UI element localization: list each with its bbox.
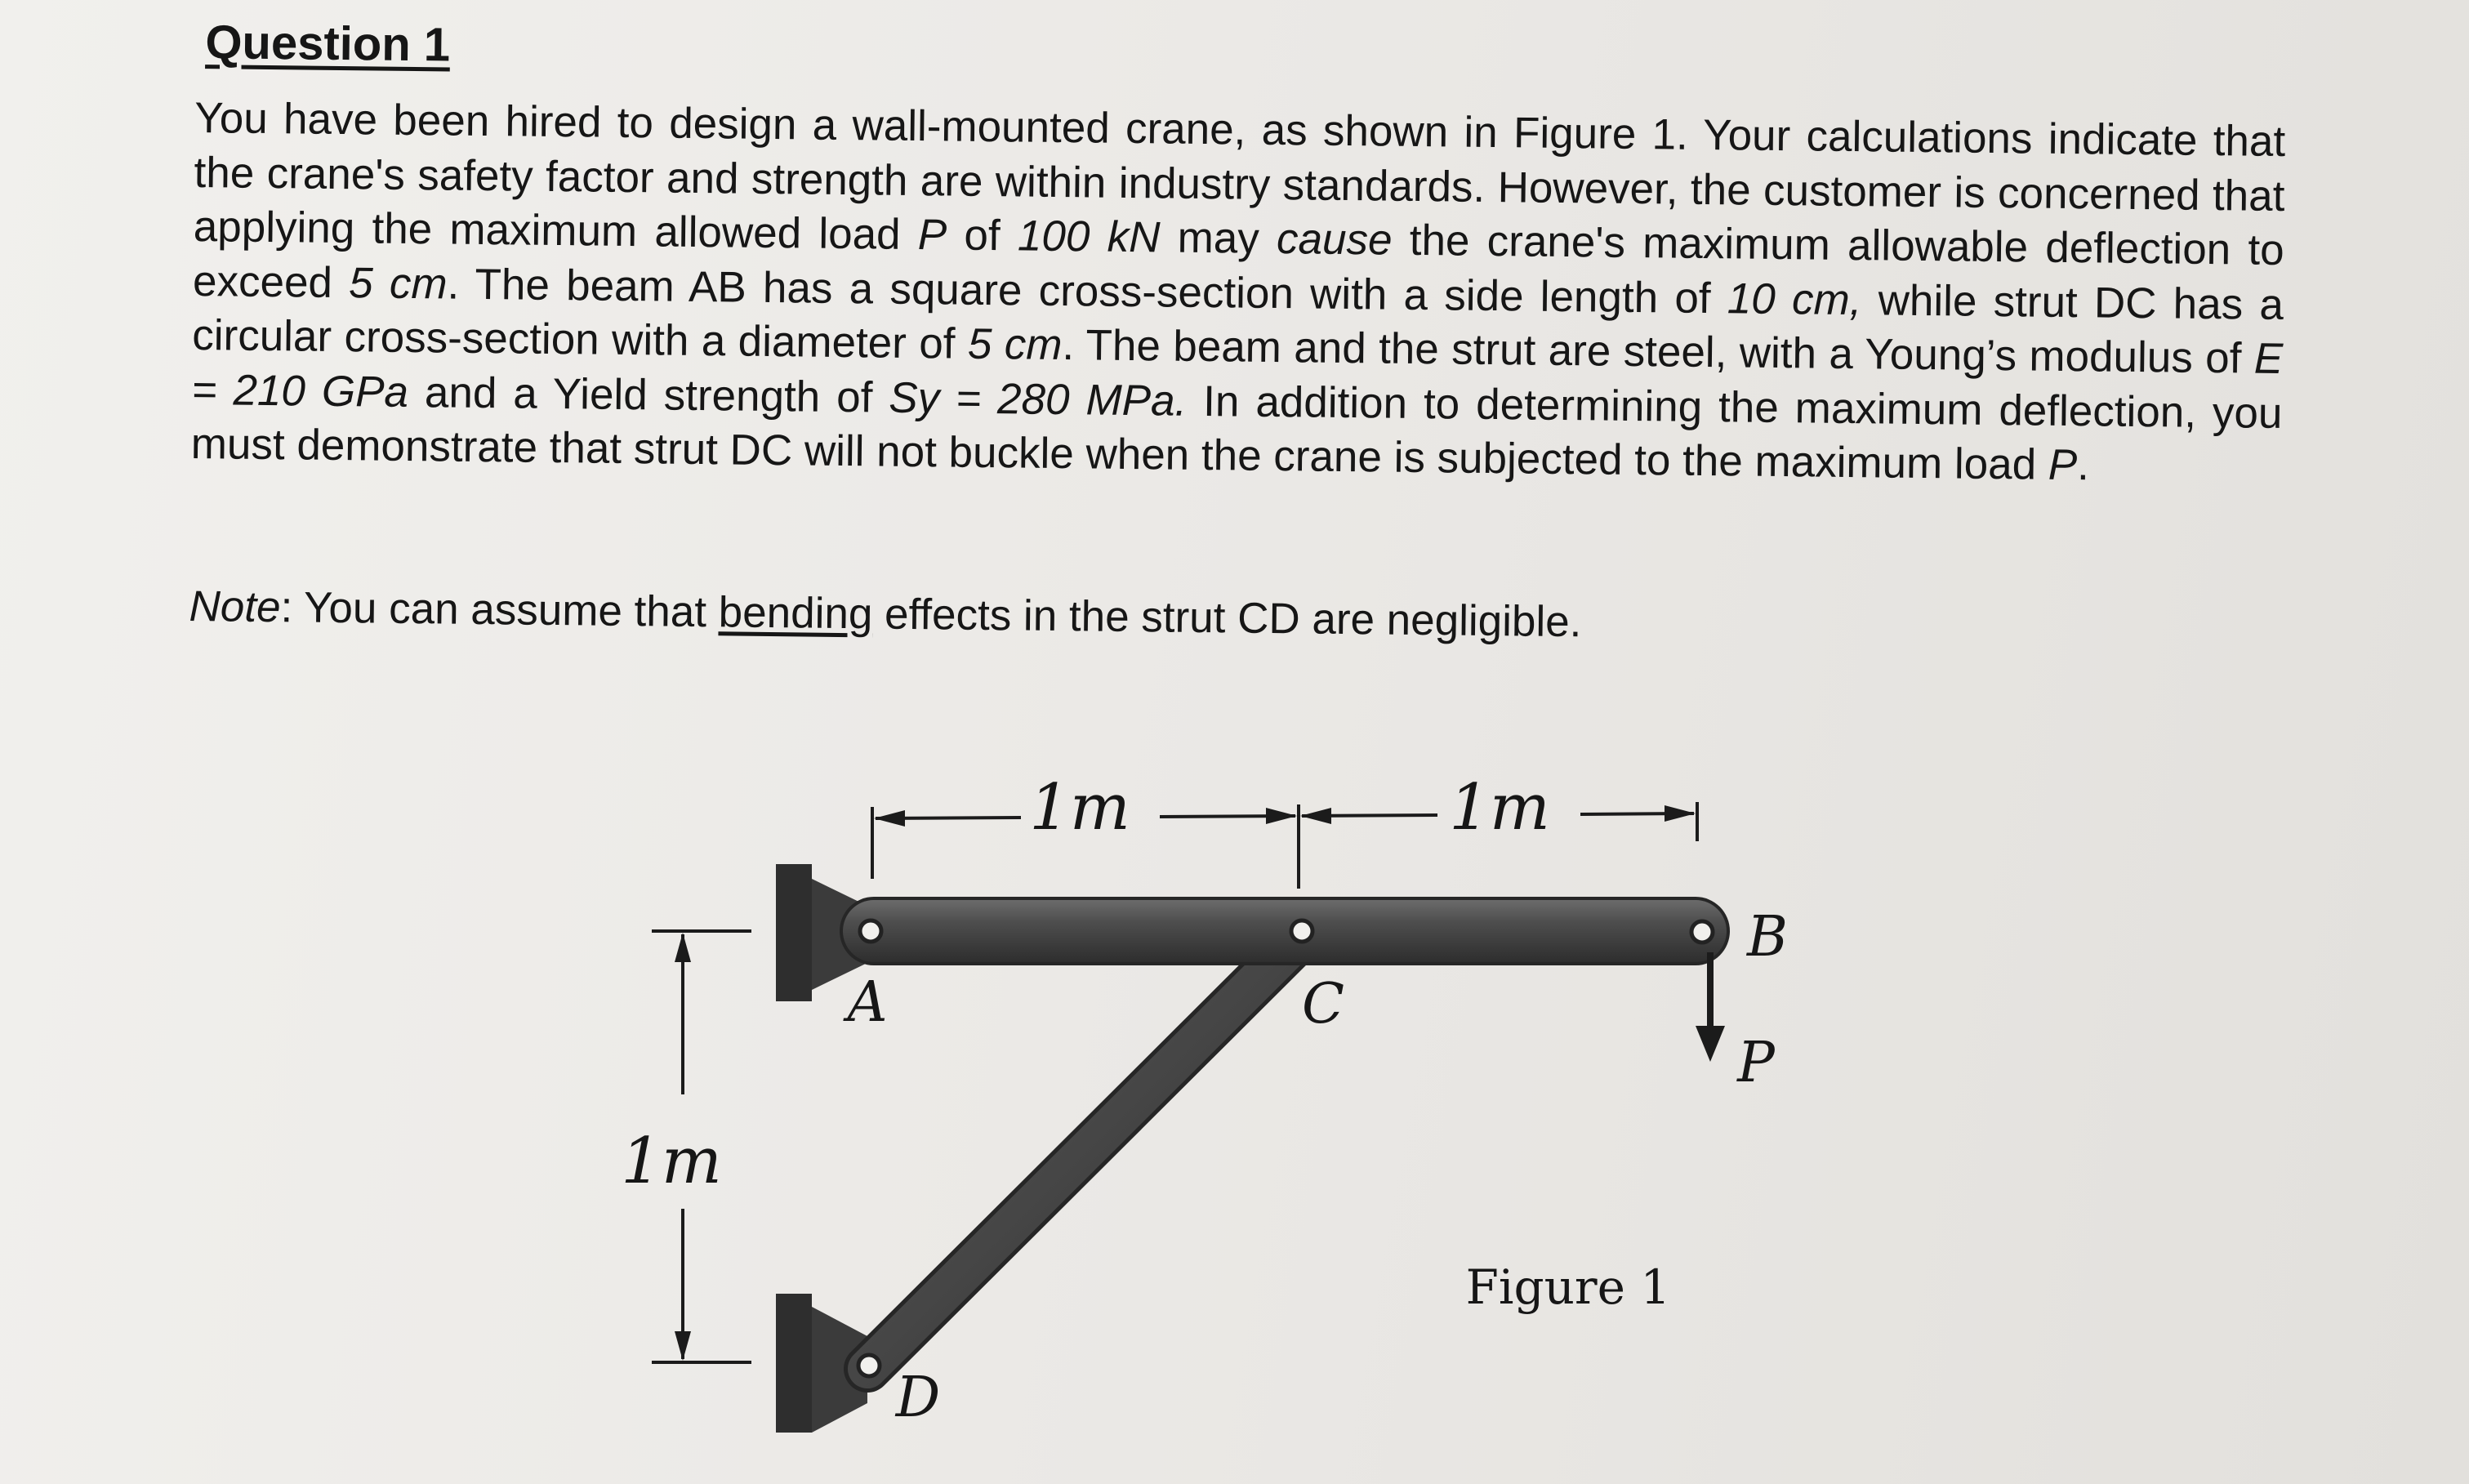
body-segment: You have been hired to design a wall-mounted crane, as shown in Figure 1. Your calculations indicate that the crane's safety factor and strength are within industry standards. However, the customer is concerned that applying the maximum allowed load <box>193 93 2286 260</box>
label-b: B <box>1747 905 1788 969</box>
body-segment: . The beam and the strut are steel, with a Young’s modulus of <box>1062 321 2255 383</box>
figure-caption: Figure 1 <box>1465 1259 1671 1315</box>
body-segment: 10 cm, <box>1727 274 1862 324</box>
label-a: A <box>847 970 888 1035</box>
body-segment: . The beam AB has a square cross-section with a side length of <box>447 260 1728 323</box>
pin-d <box>858 1355 880 1376</box>
strut-dc <box>867 933 1305 1369</box>
body-segment: . <box>2076 441 2090 490</box>
note-underlined-word: bending <box>718 588 873 639</box>
body-segment: Sy = 280 MPa. <box>889 373 1188 426</box>
dim-label-vertical: 1m <box>621 1125 722 1198</box>
question-title: Question 1 <box>205 16 451 72</box>
body-segment: E = 210 GPa <box>191 334 2284 417</box>
note-label: Note <box>189 582 281 632</box>
body-segment: and a Yield strength of <box>408 368 889 422</box>
body-segment: 100 kN <box>1017 212 1161 262</box>
body-segment: 5 cm <box>967 319 1063 370</box>
load-arrow <box>1696 952 1725 1062</box>
body-segment: cause <box>1276 215 1393 265</box>
top-dimension <box>872 802 1697 889</box>
body-segment: of <box>946 211 1018 261</box>
label-c: C <box>1301 972 1345 1036</box>
pin-c <box>1291 920 1312 942</box>
body-segment: while strut DC has a circular cross-section with a diameter of <box>192 275 2284 368</box>
body-segment: the crane's maximum allowable deflection to exceed <box>192 216 2285 307</box>
body-segment: In addition to determining the maximum deflection, you must demonstrate that strut DC will not buckle when the crane is subjected to the maximum load <box>190 377 2283 489</box>
body-segment: P <box>2048 440 2078 490</box>
dim-label-left: 1m <box>1029 771 1130 844</box>
pin-b <box>1691 921 1713 943</box>
pin-a <box>860 920 881 942</box>
body-segment: may <box>1160 213 1277 264</box>
label-d: D <box>895 1366 941 1430</box>
beam-ab <box>840 897 1730 965</box>
body-segment: 5 cm <box>348 258 448 309</box>
body-segment: P <box>917 211 947 260</box>
label-p: P <box>1737 1031 1775 1095</box>
note-text-before: : You can assume that <box>280 583 720 637</box>
dim-label-right: 1m <box>1449 771 1550 844</box>
note-text-after: effects in the strut CD are negligible. <box>872 590 1582 647</box>
